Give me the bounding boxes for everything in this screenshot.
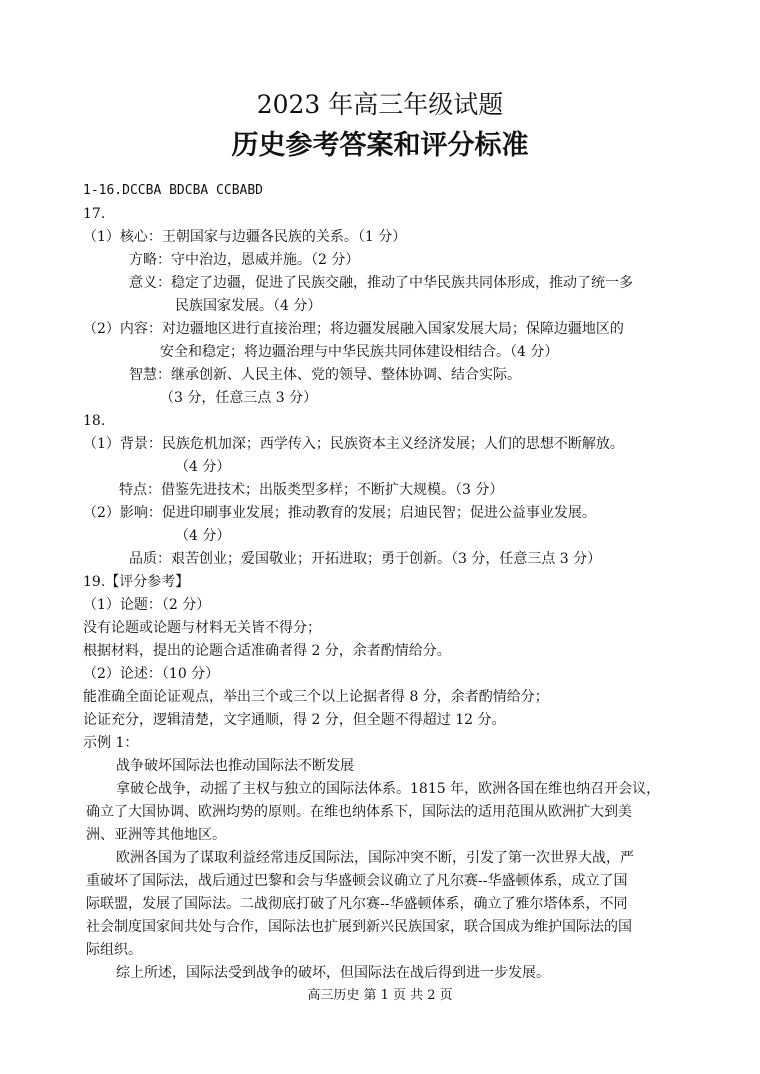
example-1-para2-line4: 社会制度国家间共处与合作，国际法也扩展到新兴民族国家，联合国成为维护国际法的国 <box>86 919 632 935</box>
example-1-label: 示例 1： <box>83 735 139 751</box>
question-19-heading: 19.【评分参考】 <box>83 574 190 590</box>
q17-part1-significance: 意义：稳定了边疆，促进了民族交融，推动了中华民族共同体形成，推动了统一多 <box>129 275 633 291</box>
q19-part2-rule-2: 论证充分，逻辑清楚，文字通顺，得 2 分，但全题不得超过 12 分。 <box>83 712 506 728</box>
example-1-topic: 战争破坏国际法也推动国际法不断发展 <box>116 758 354 774</box>
q19-part2-argument: （2）论述：（10 分） <box>83 666 220 682</box>
q18-part2-impact-score: （4 分） <box>175 528 231 544</box>
q17-part2-wisdom-score: （3 分，任意三点 3 分） <box>160 390 318 406</box>
q17-part2-content-cont: 安全和稳定；将边疆治理与中华民族共同体建设相结合。（4 分） <box>160 344 559 360</box>
example-1-para2-line5: 际组织。 <box>86 942 142 958</box>
question-17-number: 17. <box>83 206 106 222</box>
q19-part1-rule-1: 没有论题或论题与材料无关皆不得分； <box>83 620 321 636</box>
q19-part2-rule-1: 能准确全面论证观点，举出三个或三个以上论据者得 8 分，余者酌情给分； <box>83 689 549 705</box>
q19-part1-topic: （1）论题：（2 分） <box>83 597 211 613</box>
mcq-answers: 1-16.DCCBA BDCBA CCBABD <box>83 183 264 198</box>
page-footer: 高三历史 第 1 页 共 2 页 <box>307 988 453 1003</box>
q17-part2-wisdom: 智慧：继承创新、人民主体、党的领导、整体协调、结合实际。 <box>129 367 521 383</box>
example-1-para1-line1: 拿破仑战争，动摇了主权与独立的国际法体系。1815 年，欧洲各国在维也纳召开会议， <box>116 781 661 797</box>
q18-part2-impact: （2）影响：促进印刷事业发展；推动教育的发展；启迪民智；促进公益事业发展。 <box>83 505 596 521</box>
answer-key-title: 历史参考答案和评分标准 <box>231 130 529 161</box>
q18-part1-background: （1）背景：民族危机加深；西学传入；民族资本主义经济发展；人们的思想不断解放。 <box>83 436 624 452</box>
example-1-para2-line2: 重破坏了国际法，战后通过巴黎和会与华盛顿会议确立了凡尔赛--华盛顿体系，成立了国 <box>86 873 628 889</box>
example-1-para2-line3: 际联盟，发展了国际法。二战彻底打破了凡尔赛--华盛顿体系，确立了雅尔塔体系，不同 <box>86 896 628 912</box>
q17-part2-content: （2）内容：对边疆地区进行直接治理；将边疆发展融入国家发展大局；保障边疆地区的 <box>83 321 624 337</box>
q17-part1-core: （1）核心：王朝国家与边疆各民族的关系。（1 分） <box>83 229 407 245</box>
q18-part1-background-score: （4 分） <box>175 459 231 475</box>
example-1-para1-line2: 确立了大国协调、欧洲均势的原则。在维也纳体系下，国际法的适用范围从欧洲扩大到美 <box>86 804 632 820</box>
example-1-conclusion: 综上所述，国际法受到战争的破坏，但国际法在战后得到进一步发展。 <box>116 965 550 981</box>
question-18-number: 18. <box>83 413 106 429</box>
q18-part1-features: 特点：借鉴先进技术；出版类型多样；不断扩大规模。（3 分） <box>119 482 504 498</box>
q17-part1-significance-cont: 民族国家发展。（4 分） <box>175 298 322 314</box>
q18-part2-quality: 品质：艰苦创业；爱国敬业；开拓进取；勇于创新。（3 分，任意三点 3 分） <box>129 551 602 567</box>
q19-part1-rule-2: 根据材料，提出的论题合适准确者得 2 分，余者酌情给分。 <box>83 643 451 659</box>
example-1-para1-line3: 洲、亚洲等其他地区。 <box>86 827 226 843</box>
exam-title: 2023 年高三年级试题 <box>256 90 504 119</box>
q17-part1-strategy: 方略：守中治边，恩威并施。（2 分） <box>129 252 360 268</box>
example-1-para2-line1: 欧洲各国为了谋取利益经常违反国际法，国际冲突不断，引发了第一次世界大战，严 <box>116 850 634 866</box>
